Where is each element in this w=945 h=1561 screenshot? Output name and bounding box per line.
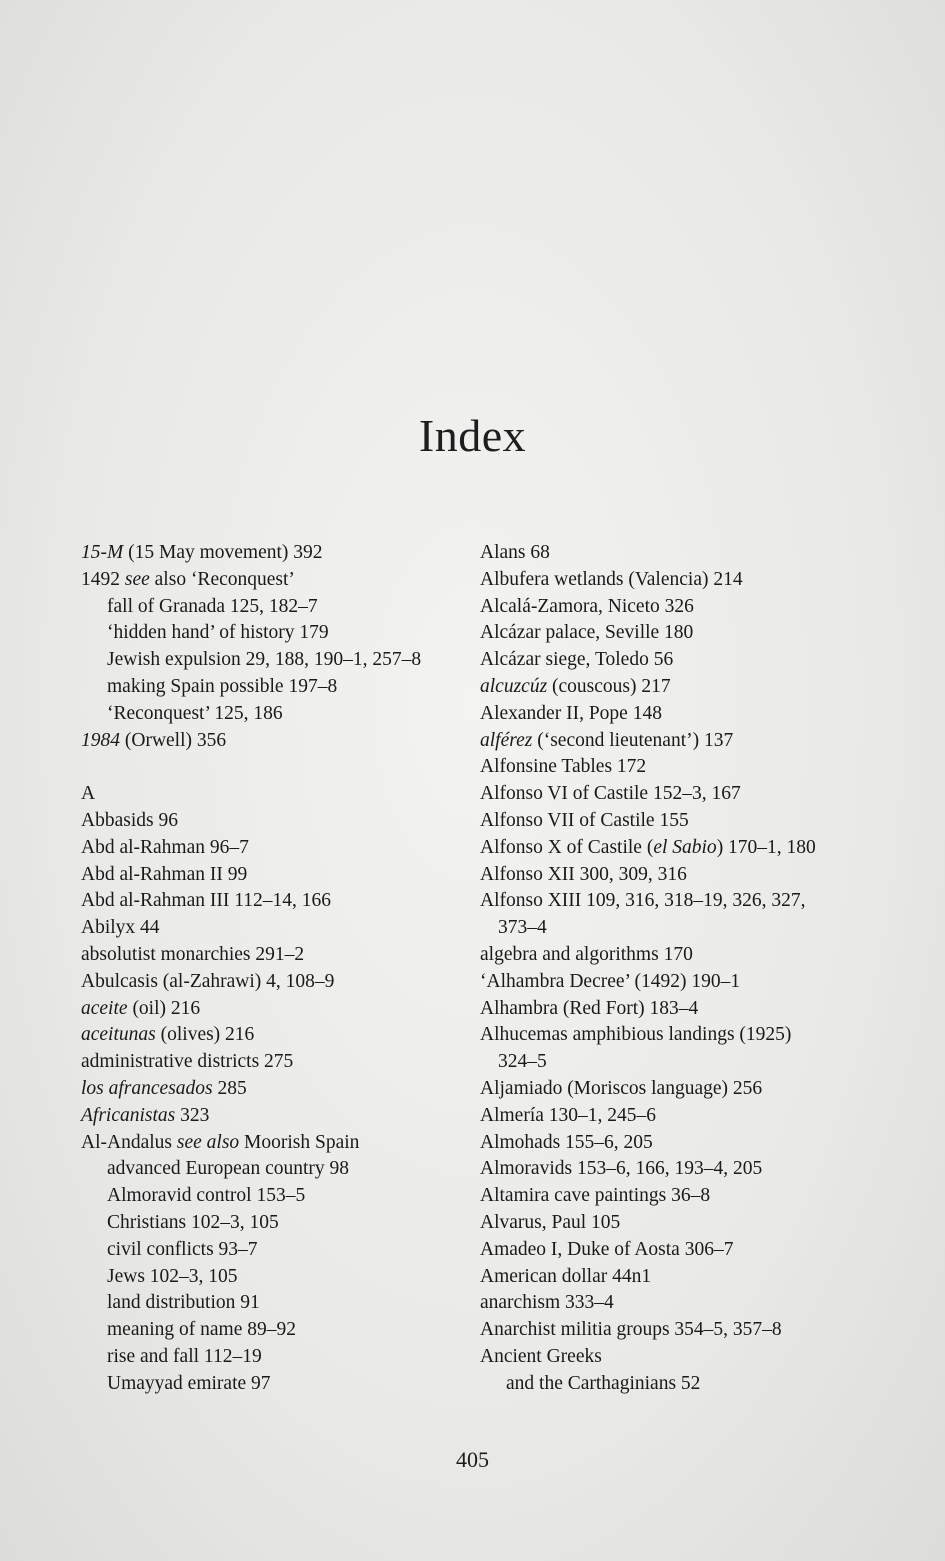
index-text: 1984 xyxy=(81,729,120,751)
index-text: Albufera wetlands (Valencia) 214 xyxy=(480,568,743,590)
index-text: Abd al-Rahman 96–7 xyxy=(81,836,249,858)
index-subentry xyxy=(480,1371,860,1398)
index-text: Moorish Spain xyxy=(239,1131,360,1153)
index-text: advanced European country 98 xyxy=(107,1158,350,1180)
index-text: 285 xyxy=(212,1077,247,1099)
index-text: Abulcasis (al-Zahrawi) 4, 108–9 xyxy=(81,970,335,992)
index-entry xyxy=(480,1156,860,1183)
index-text: aceite xyxy=(81,997,128,1019)
index-entry xyxy=(480,1344,860,1371)
index-text: see also xyxy=(176,1131,240,1153)
index-entry xyxy=(480,835,860,862)
index-entry xyxy=(480,862,860,889)
index-text: Alvarus, Paul 105 xyxy=(480,1211,621,1233)
index-entry xyxy=(480,808,860,835)
index-subentry xyxy=(81,1237,461,1264)
index-entry xyxy=(81,781,461,808)
index-text: 15-M xyxy=(81,542,124,563)
index-text: (couscous) 217 xyxy=(547,675,671,697)
index-text: Almería 130–1, 245–6 xyxy=(480,1104,657,1126)
index-text: civil conflicts 93–7 xyxy=(107,1238,258,1260)
index-subentry xyxy=(81,594,461,621)
index-text: and the Carthaginians 52 xyxy=(506,1372,701,1394)
index-text: 1492 xyxy=(81,568,125,590)
index-text: ‘hidden hand’ of history 179 xyxy=(107,622,329,644)
page-number: 405 xyxy=(456,1447,489,1472)
index-text: Alcázar palace, Seville 180 xyxy=(480,622,694,644)
index-text: (olives) 216 xyxy=(155,1024,255,1046)
index-text: Alfonso XII 300, 309, 316 xyxy=(480,863,687,885)
index-entry xyxy=(81,942,461,969)
index-text: Alfonso X of Castile ( xyxy=(480,836,654,858)
index-entry xyxy=(480,1103,860,1130)
index-text: absolutist monarchies 291–2 xyxy=(81,943,305,965)
index-entry xyxy=(81,835,461,862)
index-subentry xyxy=(81,647,461,674)
index-text: anarchism 333–4 xyxy=(480,1292,614,1314)
index-entry xyxy=(480,1290,860,1317)
index-entry xyxy=(480,728,860,755)
index-entry xyxy=(480,647,860,674)
index-entry xyxy=(81,1022,461,1049)
index-text: Almoravid control 153–5 xyxy=(107,1185,306,1207)
index-text: aceitunas xyxy=(81,1024,156,1046)
index-entry xyxy=(81,888,461,915)
index-entry xyxy=(480,781,860,808)
index-entry xyxy=(480,1237,860,1264)
index-entry xyxy=(81,540,461,567)
page-title: Index xyxy=(418,410,527,461)
index-text: ‘Reconquest’ 125, 186 xyxy=(107,702,283,724)
index-text: 373–4 xyxy=(498,917,547,939)
index-column-right xyxy=(480,540,860,1398)
index-column-left xyxy=(81,540,461,1398)
index-text: land distribution 91 xyxy=(107,1292,260,1314)
index-text: also ‘Reconquest’ xyxy=(149,568,295,590)
index-text: Amadeo I, Duke of Aosta 306–7 xyxy=(480,1238,734,1260)
index-text: Almohads 155–6, 205 xyxy=(480,1131,653,1153)
index-text: fall of Granada 125, 182–7 xyxy=(107,595,318,617)
index-entry xyxy=(81,1049,461,1076)
index-text: Umayyad emirate 97 xyxy=(107,1372,271,1394)
index-subentry xyxy=(81,1371,461,1398)
index-text: 324–5 xyxy=(498,1051,547,1073)
index-subentry xyxy=(81,1344,461,1371)
index-text: making Spain possible 197–8 xyxy=(107,675,338,697)
index-subentry xyxy=(81,1183,461,1210)
index-entry xyxy=(480,1076,860,1103)
index-subentry xyxy=(81,1264,461,1291)
index-text: rise and fall 112–19 xyxy=(107,1345,262,1367)
index-entry xyxy=(81,1076,461,1103)
index-entry xyxy=(81,996,461,1023)
index-entry-continuation xyxy=(480,1049,860,1076)
index-subentry xyxy=(81,1210,461,1237)
index-entry xyxy=(480,1130,860,1157)
index-text: Abilyx 44 xyxy=(81,917,160,939)
index-entry xyxy=(480,620,860,647)
index-text: ‘Alhambra Decree’ (1492) 190–1 xyxy=(480,970,741,992)
index-entry xyxy=(81,915,461,942)
index-text: alférez xyxy=(480,729,533,751)
index-text: Abd al-Rahman III 112–14, 166 xyxy=(81,890,332,912)
index-entry xyxy=(480,888,860,915)
index-entry xyxy=(480,1022,860,1049)
index-subentry xyxy=(81,620,461,647)
index-text: Ancient Greeks xyxy=(480,1345,602,1367)
index-subentry xyxy=(81,1156,461,1183)
index-text: Abd al-Rahman II 99 xyxy=(81,863,248,885)
index-text: algebra and algorithms 170 xyxy=(480,943,693,965)
index-entry xyxy=(81,862,461,889)
index-text: Alcázar siege, Toledo 56 xyxy=(480,649,674,671)
index-text: ) 170–1, 180 xyxy=(716,836,816,858)
index-text: Alcalá-Zamora, Niceto 326 xyxy=(480,595,694,617)
index-text: administrative districts 275 xyxy=(81,1051,294,1073)
index-subentry xyxy=(81,1317,461,1344)
index-text: Almoravids 153–6, 166, 193–4, 205 xyxy=(480,1158,763,1180)
index-text: meaning of name 89–92 xyxy=(107,1319,296,1341)
index-subentry xyxy=(81,1290,461,1317)
index-entry xyxy=(81,1130,461,1157)
index-entry xyxy=(480,567,860,594)
index-text: Alans 68 xyxy=(480,542,550,563)
index-entry xyxy=(81,728,461,755)
index-entry xyxy=(81,1103,461,1130)
index-subentry xyxy=(81,701,461,728)
index-entry xyxy=(81,808,461,835)
index-text: Alhambra (Red Fort) 183–4 xyxy=(480,997,699,1019)
index-entry xyxy=(81,567,461,594)
index-text: Africanistas xyxy=(81,1104,176,1126)
index-text: Al-Andalus xyxy=(81,1131,177,1153)
index-text: Alhucemas amphibious landings (1925) xyxy=(480,1024,792,1046)
index-entry xyxy=(480,754,860,781)
index-entry xyxy=(480,1210,860,1237)
index-subentry xyxy=(81,674,461,701)
index-text: Alfonso XIII 109, 316, 318–19, 326, 327, xyxy=(480,890,806,912)
index-text: Jewish expulsion 29, 188, 190–1, 257–8 xyxy=(107,649,422,671)
index-entry-continuation xyxy=(480,915,860,942)
index-text: see xyxy=(124,568,150,590)
index-text: Anarchist militia groups 354–5, 357–8 xyxy=(480,1319,782,1341)
index-entry xyxy=(480,1264,860,1291)
index-entry xyxy=(480,996,860,1023)
index-spacer xyxy=(81,754,461,781)
index-text: el Sabio xyxy=(653,836,717,858)
index-text: Christians 102–3, 105 xyxy=(107,1211,279,1233)
index-text: (15 May movement) 392 xyxy=(123,542,323,563)
index-text: 323 xyxy=(175,1104,210,1126)
index-text: Aljamiado (Moriscos language) 256 xyxy=(480,1077,763,1099)
index-text: Abbasids 96 xyxy=(81,809,178,831)
index-text: (‘second lieutenant’) 137 xyxy=(532,729,734,751)
index-text: American dollar 44n1 xyxy=(480,1265,652,1287)
index-entry xyxy=(480,674,860,701)
index-entry xyxy=(480,701,860,728)
index-text: Altamira cave paintings 36–8 xyxy=(480,1185,711,1207)
index-entry xyxy=(480,540,860,567)
index-text: Alexander II, Pope 148 xyxy=(480,702,662,724)
index-entry xyxy=(480,1183,860,1210)
index-text: Alfonso VII of Castile 155 xyxy=(480,809,689,831)
index-text: Jews 102–3, 105 xyxy=(107,1265,238,1287)
index-entry xyxy=(480,594,860,621)
index-text: A xyxy=(81,783,96,805)
index-entry xyxy=(81,969,461,996)
index-text: (oil) 216 xyxy=(127,997,201,1019)
index-text: los afrancesados xyxy=(81,1077,213,1099)
index-entry xyxy=(480,1317,860,1344)
index-text: Alfonso VI of Castile 152–3, 167 xyxy=(480,783,741,805)
index-entry xyxy=(480,969,860,996)
index-text: Alfonsine Tables 172 xyxy=(480,756,647,778)
index-entry xyxy=(480,942,860,969)
index-text: (Orwell) 356 xyxy=(120,729,227,751)
index-text: alcuzcúz xyxy=(480,675,548,697)
